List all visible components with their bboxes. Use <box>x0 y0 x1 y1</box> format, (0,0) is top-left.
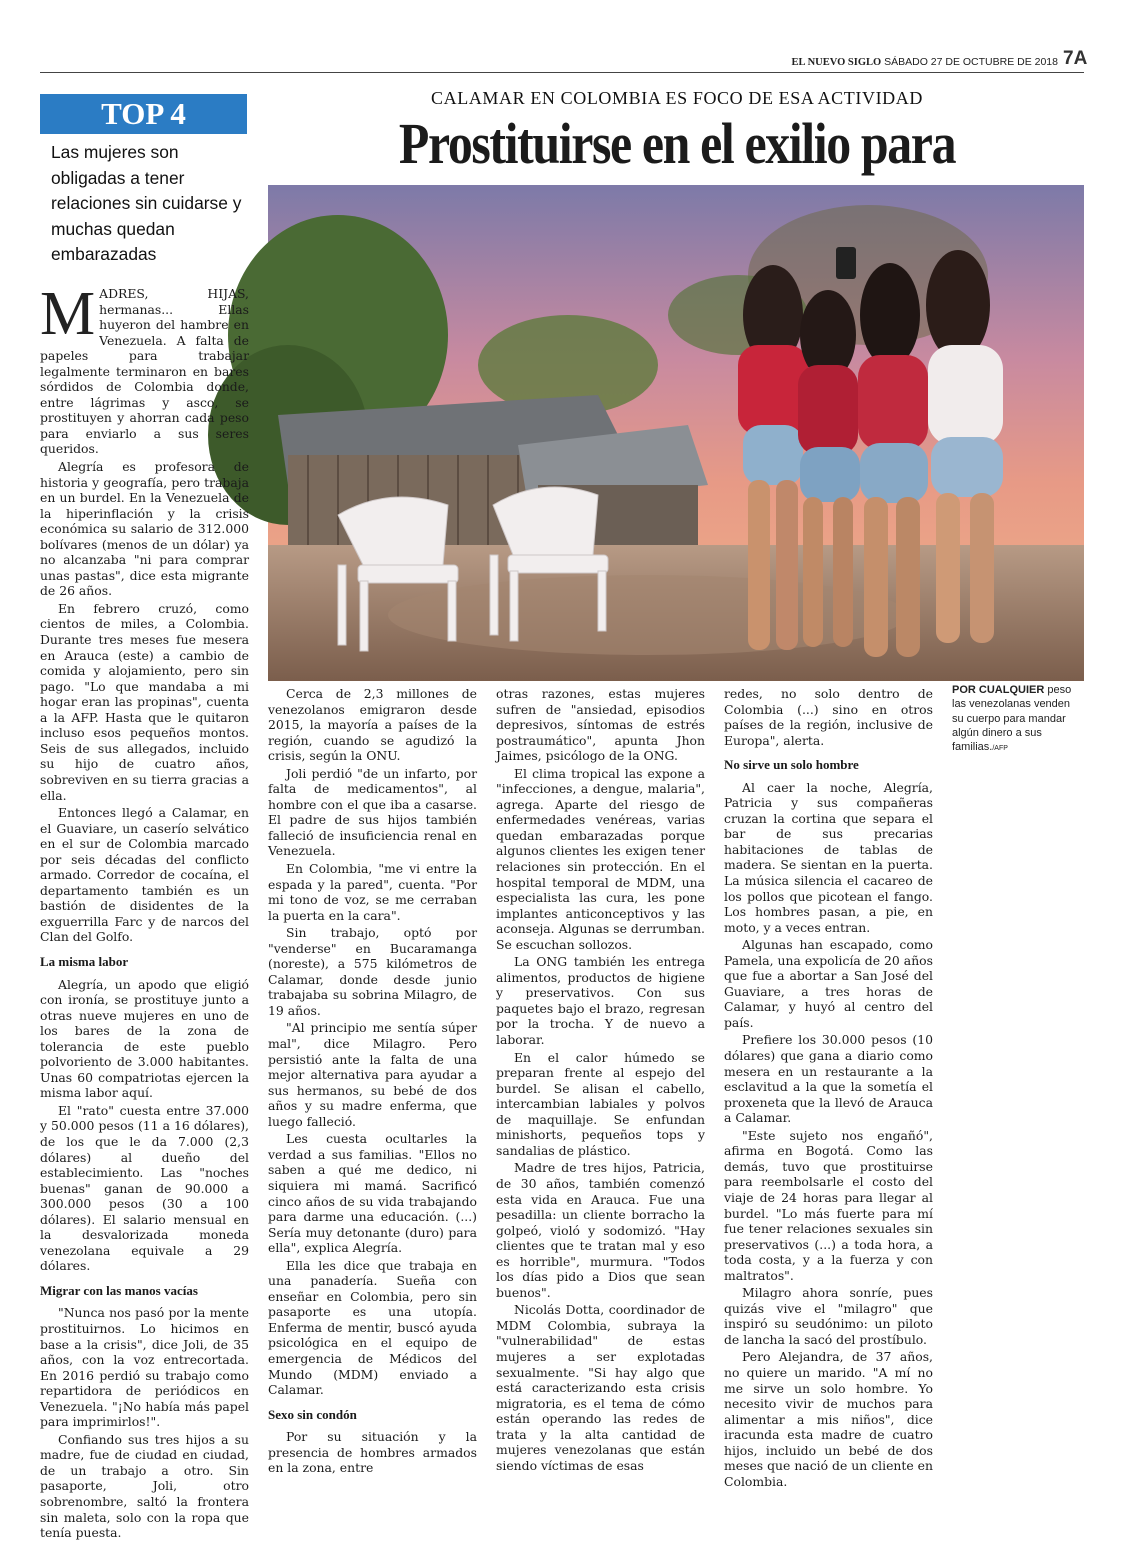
subheading: Migrar con las manos vacías <box>40 1282 198 1298</box>
pull-quote: Las mujeres son obligadas a tener relaciones sin cuidarse y muchas quedan embarazadas <box>51 142 242 264</box>
body-paragraph: En el calor húmedo se preparan frente al espejo del burdel. Se alisan el cabello, intercambian labiales y polvos de maquillaje. Se enfundan minishorts, pequeños tops y sandalias de plástico. <box>496 1049 705 1158</box>
headline-line-1: Prostituirse en el exilio para <box>398 111 956 176</box>
body-paragraph: "Nunca nos pasó por la mente prostituirnos. Lo hicimos en base a la crisis", dice Joli, de 35 años, con la voz entrecortada. En 2016 perdió su trabajo como repartidora de periódicos en Venezuela. "¡No había más papel para imprimirlos!". <box>40 1305 249 1430</box>
body-paragraph: Milagro ahora sonríe, pues quizás vive el "milagro" que inspiró su seudónimo: un piloto de lancha la sacó del prostíbulo. <box>724 1285 933 1347</box>
body-paragraph: En Colombia, "me vi entre la espada y la pared", cuenta. "Por mi tono de voz, se me cerraban la puerta en la cara". <box>268 861 477 923</box>
body-paragraph: "Al principio me sentía súper mal", dice Milagro. Pero persistió ante la falta de una mejor alternativa para ayudar a sus hermanos, su bebé de dos años y su madre enferma, que luego falleció. <box>268 1020 477 1129</box>
caption-text: peso las venezolanas venden su cuerpo para mandar algún dinero a sus familias. <box>952 684 1072 754</box>
article-kicker: CALAMAR EN COLOMBIA ES FOCO DE ESA ACTIVIDAD <box>431 88 923 108</box>
body-paragraph: Entonces llegó a Calamar, en el Guaviare, un caserío selvático en el sur de Colombia marcado por seis décadas del conflicto armado. Corredor de cocaína, el departamento también es un bastión de disidentes de la exguerrilla Farc y de narcos del Clan del Golfo. <box>40 805 249 945</box>
photo-caption <box>952 683 1084 756</box>
article-column-3 <box>496 686 705 1475</box>
article-column-4 <box>724 686 933 1491</box>
photo-credit: /AFP <box>992 745 1008 753</box>
body-paragraph: otras razones, estas mujeres sufren de "ansiedad, episodios depresivos, síntomas de estrés postraumático", apunta Jhon Jaimes, psicólogo de la ONG. <box>496 686 705 764</box>
header-rule <box>40 72 1084 73</box>
body-paragraph: El clima tropical las expone a "infecciones, a dengue, malaria", agrega. Aparte del riesgo de enfermedades venéreas, varias quedan embarazadas porque algunos clientes les exigen tener relaciones sin protección. En el hospital temporal de MDM, una especialista las cura, les pone implantes anticonceptivos y las aconseja. Algunas se derrumban. Se escuchan sollozos. <box>496 765 705 952</box>
body-paragraph: La ONG también les entrega alimentos, productos de higiene y preservativos. Con sus paquetes bajo el brazo, regresan por la trocha. Y de nuevo a laborar. <box>496 954 705 1048</box>
body-paragraph: redes, no solo dentro de Colombia (...) sino en otros países de la región, inclusive de Europa", alerta. <box>724 686 933 748</box>
body-paragraph: Cerca de 2,3 millones de venezolanos emigraron desde 2015, la mayoría a países de la región, cuando se agudizó la crisis, según la ONU. <box>268 686 477 764</box>
body-paragraph: En febrero cruzó, como cientos de miles, a Colombia. Durante tres meses fue mesera en Arauca (este) a cambio de comida y alojamiento, pero sin pago. "Lo que mandaba a mi hogar eran las propinas", cuenta a la AFP. Hasta que le quitaron incluso esos pequeños montos. Seis de sus allegados, incluido su hijo de cuatro años, sobreviven en su tierra gracias a ella. <box>40 600 249 803</box>
subheading: Sexo sin condón <box>268 1406 357 1422</box>
paper-name: EL NUEVO SIGLO <box>791 57 882 68</box>
body-paragraph: Confiando sus tres hijos a su madre, fue de ciudad en ciudad, de un trabajo a otro. Sin pasaporte, Joli, otro sobrenombre, saltó la frontera sin maleta, solo con la ropa que tenía puesta. <box>40 1431 249 1541</box>
body-paragraph: Alegría, un apodo que eligió con ironía, se prostituye junto a otras nueve mujeres en uno de los bares de la zona de tolerancia de este pueblo polvoriento de 3.000 habitantes. Unas 60 compatriotas ejercen la misma labor aquí. <box>40 976 249 1101</box>
body-paragraph: Ella les dice que trabaja en una panadería. Sueña con enseñar en Colombia, pero sin pasaporte es una utopía. Enferma de mentir, buscó ayuda psicológica en el equipo de emergencia de Médicos del Mundo (MDM) enviado a Calamar. <box>268 1257 477 1398</box>
photo-illustration <box>268 185 1084 681</box>
body-paragraph: Alegría es profesora de historia y geografía, pero trabaja en un burdel. En la Venezuela de la hiperinflación y la crisis económica su salario de 312.000 bolívares (menos de un dólar) ya no alcanzaba "ni para comprar unas pastas", dice esta migrante de 26 años. <box>40 459 249 599</box>
article-column-1 <box>40 280 249 1543</box>
lead-text: ADRES, HIJAS, hermanas... Ellas huyeron del hambre en Venezuela. A falta de papeles para trabajar legalmente terminaron en bares sórdidos de Colombia donde, entre lágrimas y asco, se prostituyen y ahorran cada peso para enviarlo a sus seres queridos. <box>40 286 249 457</box>
lead-paragraph <box>40 280 249 457</box>
body-paragraph: Al caer la noche, Alegría, Patricia y sus compañeras cruzan la cortina que separa el bar de sus precarias habitaciones de tablas de madera. Se sientan en la puerta. La música silencia el cacareo de los pollos que picotean el fango. Los hombres pasan, a pie, en moto, y a veces entran. <box>724 779 933 935</box>
subheading: La misma labor <box>40 953 129 969</box>
drop-cap: M <box>40 280 96 348</box>
body-paragraph: Nicolás Dotta, coordinador de MDM Colombia, subraya la "vulnerabilidad" de estas mujeres a ser explotadas sexualmente. "Si hay algo que está caracterizando esta crisis migratoria, es el tema de cómo están operando las redes de trata y la alta cantidad de mujeres venezolanas que están siendo víctimas de esas <box>496 1302 705 1473</box>
article-photo <box>268 185 1084 681</box>
issue-date: SÁBADO 27 DE OCTUBRE DE 2018 <box>884 56 1058 68</box>
body-paragraph: Sin trabajo, optó por "venderse" en Bucaramanga (noreste), a 575 kilómetros de Calamar, donde desde junio trabajaba su sobrina Milagro, de 19 años. <box>268 925 477 1018</box>
body-paragraph: El "rato" cuesta entre 37.000 y 50.000 pesos (11 a 16 dólares), de los que le da 7.000 (2,3 dólares) al dueño del establecimiento. Las "noches buenas" ganan de 90.000 a 300.000 pesos (30 a 100 dólares). El salario mensual en la desvalorizada moneda venezolana equivale a 29 dólares. <box>40 1102 249 1274</box>
body-paragraph: Madre de tres hijos, Patricia, de 30 años, también comenzó esta vida en Arauca. Fue una pesadilla: un cliente borracho la golpeó, violó y sodomizó. "Hay clientes que te tratan mal y eso es horrible", murmura. "Todos los días pido a Dios que sean buenos". <box>496 1160 705 1300</box>
body-paragraph: Pero Alejandra, de 37 años, no quiere un marido. "A mí no me sirve un solo hombre. Yo necesito vivir de muchos para alimentar a mis niños", dice iracunda esta madre de cuatro hijos, incluido un bebé de dos meses que nació de un cliente en Colombia. <box>724 1349 933 1489</box>
caption-lead: POR CUALQUIER <box>952 684 1045 696</box>
page-number: 7A <box>1063 48 1088 69</box>
body-paragraph: Algunas han escapado, como Pamela, una expolicía de 20 años que fue a abortar a San José del Guaviare, a tres horas de Calamar, y huyó al centro del país. <box>724 937 933 1030</box>
body-paragraph: Por su situación y la presencia de hombres armados en la zona, entre <box>268 1429 477 1476</box>
body-paragraph: Prefiere los 30.000 pesos (10 dólares) que gana a diario como mesera en un restaurante a la esclavitud a la que la sometía el proxeneta que la llevó de Arauca a Calamar. <box>724 1032 933 1126</box>
body-paragraph: "Este sujeto nos engañó", afirma en Bogotá. Como las demás, tuvo que prostituirse para reembolsarle el costo del viaje de 24 horas para llegar al burdel. "Lo más fuerte para mí fue tener relaciones sexuales sin preservativos (...) a toda hora, a toda costa, y a la fuerza y con maltratos". <box>724 1127 933 1283</box>
subheading: No sirve un solo hombre <box>724 757 859 773</box>
body-paragraph: Joli perdió "de un infarto, por falta de medicamentos", al hombre con el que iba a casarse. El padre de sus hijos también falleció de insuficiencia renal en Venezuela. <box>268 765 477 859</box>
masthead <box>792 56 1058 68</box>
body-paragraph: Les cuesta ocultarles la verdad a sus familias. "Ellos no saben a qué me dedico, ni siquiera mi mamá. Sacrificó cinco años de su vida trabajando para darme una educación. (...) Sería muy detonante (duro) para ella", explica Alegría. <box>268 1131 477 1256</box>
top4-badge: TOP 4 <box>40 94 247 134</box>
article-column-2 <box>268 686 477 1478</box>
